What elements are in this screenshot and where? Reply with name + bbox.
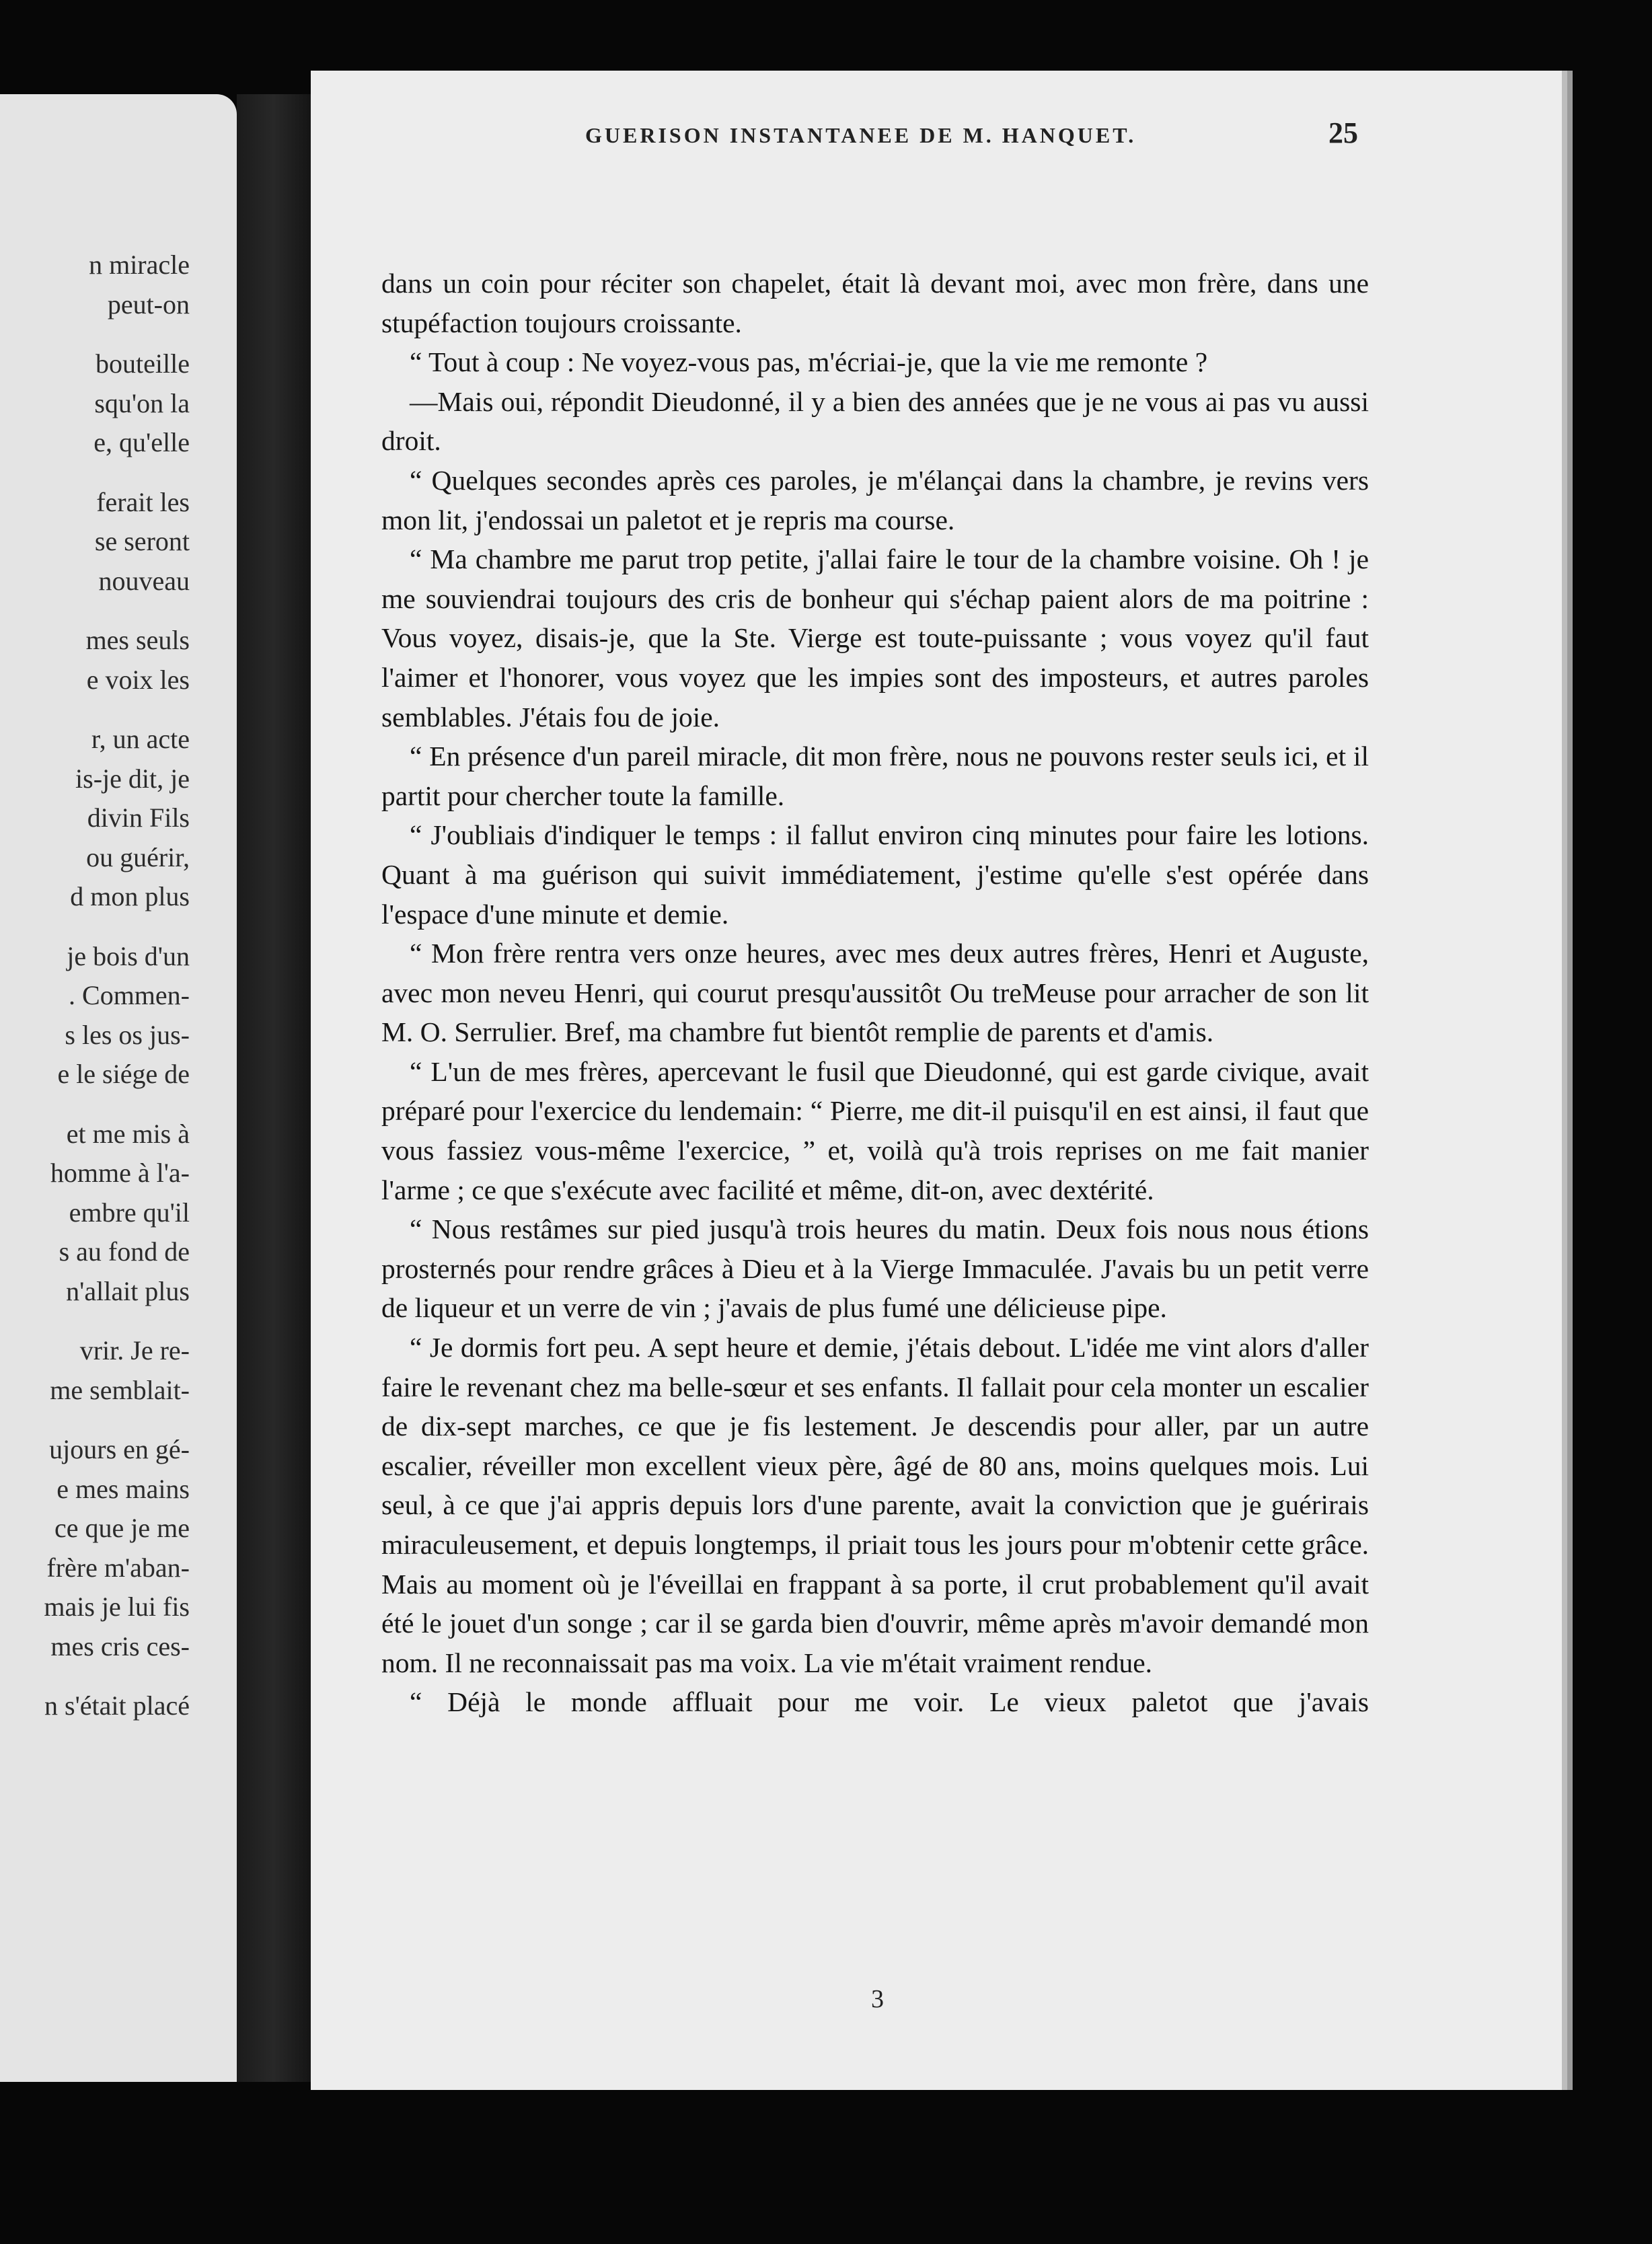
left-page-line: n'allait plus — [66, 1275, 190, 1306]
paragraph: “ Je dormis fort peu. A sept heure et demie, j'étais debout. L'idée me vint alors d'aller faire le revenant chez ma belle-sœur et ses enfants. Il fallait pour cela monter un escalier de dix-sept marches, ce que je fis lestement. Je descendis pour aller, par un autre escalier, réveiller mon excellent vieux père, âgé de 80 ans, moins quelques mois. Lui seul, à ce que j'ai appris depuis lors d'une parente, avait la conviction que je guérirais miraculeusement, et depuis longtemps, il priait tous les jours pour m'obtenir cette grâce. Mais au moment où je l'éveillai en frappant à sa porte, il crut probablement qu'il avait été le jouet d'un songe ; car il se garda bien d'ouvrir, même après m'avoir demandé mon nom. Il ne reconnaissait pas ma voix. La vie m'était vraiment rendue. — [381, 1332, 1369, 1678]
left-page-line: bouteille — [96, 348, 190, 379]
left-page-line: r, un acte — [91, 724, 190, 754]
left-page-line: divin Fils — [87, 802, 190, 833]
left-page-line: peut-on — [107, 289, 190, 320]
left-page-line: is-je dit, je — [75, 763, 190, 794]
left-page — [0, 94, 237, 2082]
left-page-line: nouveau — [98, 565, 190, 596]
left-page-line: squ'on la — [94, 387, 190, 418]
left-page-line: . Commen- — [69, 980, 190, 1010]
left-page-line: je bois d'un — [67, 940, 190, 971]
left-page-line: embre qu'il — [69, 1197, 190, 1228]
left-page-line: et me mis à — [66, 1118, 190, 1149]
left-page-line: mes cris ces- — [50, 1631, 190, 1661]
left-page-line: e voix les — [86, 664, 190, 695]
paragraph: “ J'oubliais d'indiquer le temps : il fallut environ cinq minutes pour faire les lotions. Quant à ma guérison qui suivit immédiatement, j'estime qu'elle s'est opérée dans l'espace d'une minute et demie. — [381, 819, 1369, 930]
left-page-line: me semblait- — [50, 1374, 190, 1405]
paragraph: “ Déjà le monde affluait pour me voir. Le vieux paletot que j'avais — [410, 1686, 1369, 1718]
paragraph: —Mais oui, répondit Dieudonné, il y a bien des années que je ne vous ai pas vu aussi droit. — [381, 385, 1369, 457]
paragraph: “ Tout à coup : Ne voyez-vous pas, m'écriai-je, que la vie me remonte ? — [410, 346, 1208, 378]
left-page-line: n s'était placé — [44, 1690, 190, 1721]
left-page-line: s les os jus- — [65, 1019, 190, 1050]
page-number: 25 — [1328, 116, 1358, 149]
left-page-line: frère m'aban- — [46, 1552, 190, 1583]
left-page-line: e, qu'elle — [93, 427, 190, 457]
left-page-line: vrir. Je re- — [79, 1335, 190, 1366]
paragraph: “ Quelques secondes après ces paroles, je m'élançai dans la chambre, je revins vers mon lit, j'endossai un paletot et je repris ma course. — [381, 464, 1369, 535]
paragraph: “ L'un de mes frères, apercevant le fusil que Dieudonné, qui est garde civique, avait préparé pour l'exercice du lendemain: “ Pierre, me dit-il puisqu'il en est ainsi, il faut que vous fassiez vous-même l'exercice, ” et, voilà qu'à trois reprises on me fait manier l'arme ; ce que s'exécute avec facilité et même, dit-on, avec dextérité. — [381, 1055, 1369, 1205]
left-page-line: d mon plus — [70, 881, 190, 911]
paragraph: “ Ma chambre me parut trop petite, j'allai faire le tour de la chambre voisine. Oh ! je me souviendrai toujours des cris de bonheur qui s'échap paient alors de ma poitrine : Vous voyez, disais-je, que la Ste. Vierge est toute-puissante ; vous voyez qu'il faut l'aimer et l'honorer, vous voyez que les impies sont des imposteurs, et autres paroles semblables. J'étais fou de joie. — [381, 544, 1369, 733]
running-head: GUERISON INSTANTANEE DE M. HANQUET. — [585, 123, 1137, 147]
paragraph: “ En présence d'un pareil miracle, dit mon frère, nous ne pouvons rester seuls ici, et il partit pour chercher toute la famille. — [381, 741, 1369, 811]
left-page-line: ou guérir, — [86, 842, 190, 872]
left-page-line: e mes mains — [57, 1473, 190, 1504]
paragraph: “ Nous restâmes sur pied jusqu'à trois heures du matin. Deux fois nous nous étions prosternés pour rendre grâces à Dieu et à la Vierge Immaculée. J'avais bu un petit verre de liqueur et un verre de vin ; j'avais de plus fumé une délicieuse pipe. — [381, 1213, 1369, 1324]
book-spine — [237, 94, 311, 2082]
left-page-line: ujours en gé- — [49, 1434, 190, 1464]
paragraph: “ Mon frère rentra vers onze heures, avec mes deux autres frères, Henri et Auguste, avec mon neveu Henri, qui courut presqu'aussitôt Ou treMeuse pour arracher de son lit M. O. Serrulier. Bref, ma chambre fut bientôt remplie de parents et d'amis. — [381, 938, 1369, 1048]
left-page-line: mais je lui fis — [44, 1592, 190, 1622]
signature-mark: 3 — [871, 1985, 884, 2013]
left-page-line: e le siége de — [57, 1059, 190, 1089]
left-page-line: ce que je me — [54, 1513, 190, 1543]
left-page-line: n miracle — [89, 250, 190, 280]
paragraph: dans un coin pour réciter son chapelet, était là devant moi, avec mon frère, dans une stupéfaction toujours croissante. — [381, 268, 1369, 338]
page-body — [381, 264, 1369, 1722]
left-page-line: mes seuls — [85, 625, 190, 655]
left-page-line: s au fond de — [59, 1236, 190, 1267]
left-page-line: ferait les — [96, 486, 190, 517]
left-page-line: se seront — [94, 526, 190, 556]
left-page-line: homme à l'a- — [50, 1158, 190, 1188]
